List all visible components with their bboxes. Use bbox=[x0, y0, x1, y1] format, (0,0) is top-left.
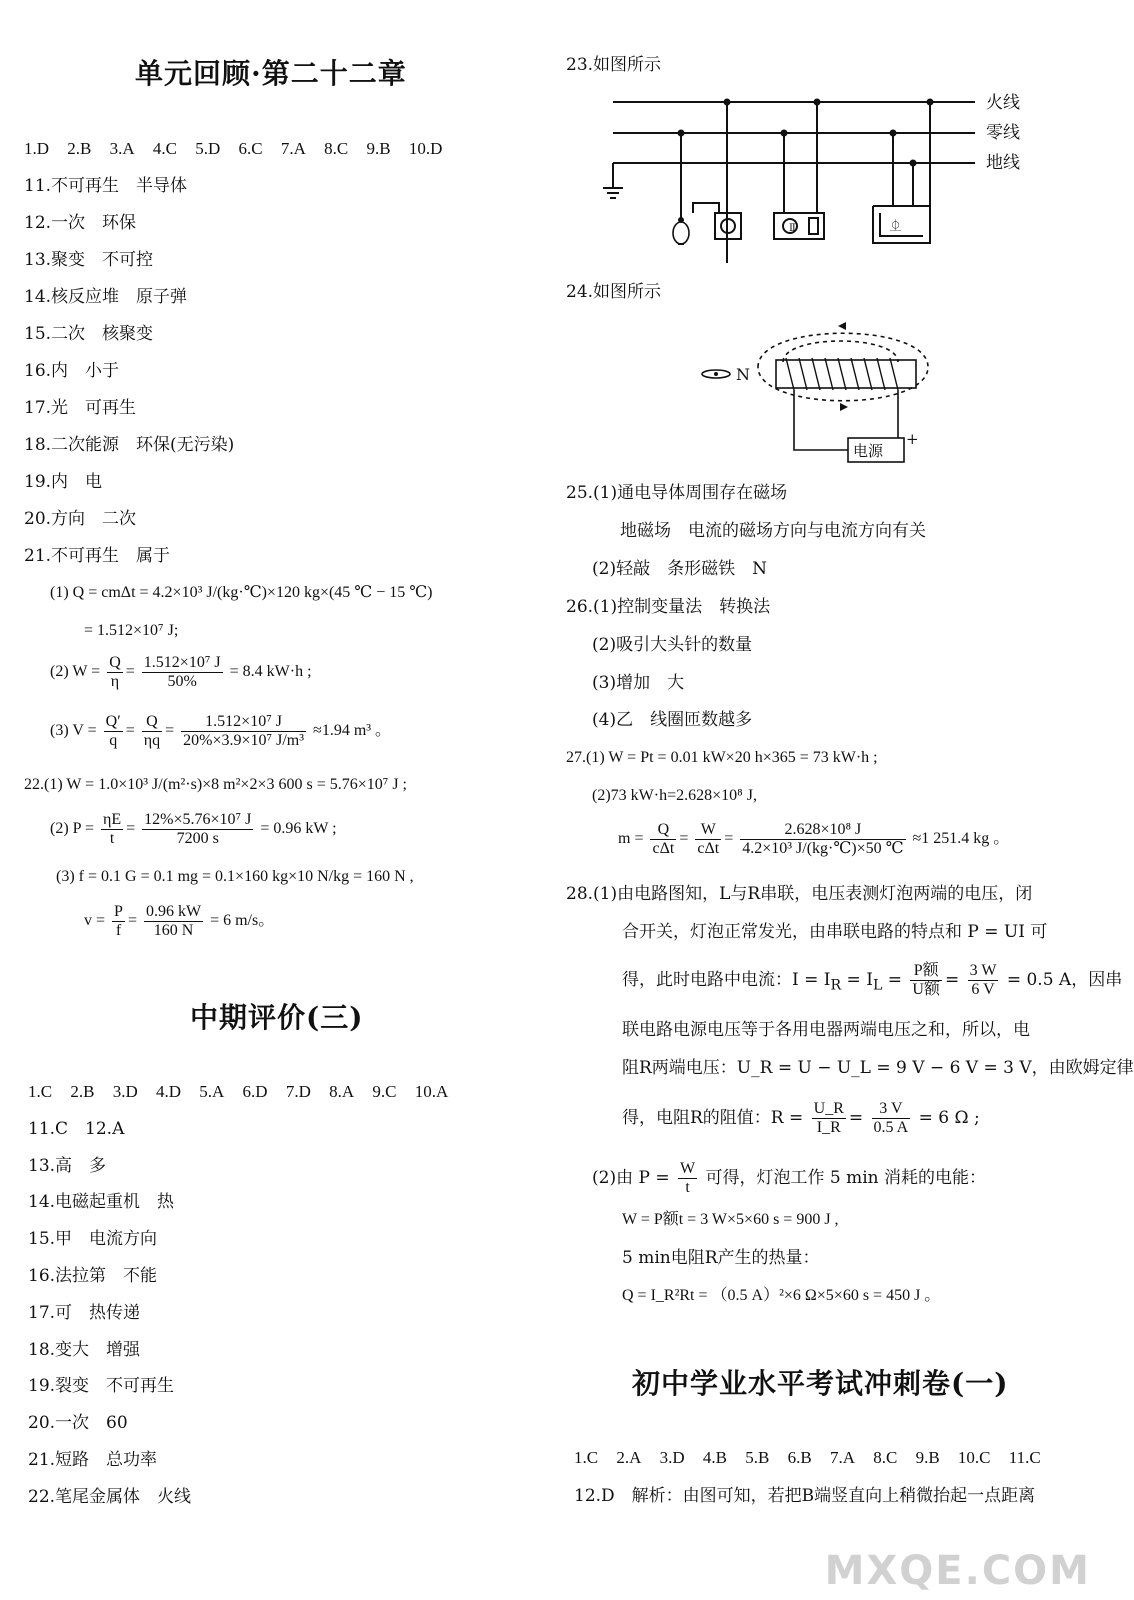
q28-line: 联电路电源电压等于各用电器两端电压之和，所以，电 bbox=[622, 1020, 1030, 1040]
q28-current-line: 得，此时电路中电流：$I = I_R = I_L$ = $\frac{\text{P额}}{\text{U额}}$ = $\frac{3 W}{6 V}$ = 0.5 A，因串 bbox=[622, 962, 1123, 998]
numerator: 3 W bbox=[969, 962, 997, 979]
denominator: I_R bbox=[816, 1119, 841, 1136]
numerator: U_R bbox=[813, 1100, 844, 1117]
denominator: 4.2×10³ J/(kg·℃)×50 ℃ bbox=[742, 840, 904, 857]
answer-line: 14.电磁起重机 热 bbox=[28, 1192, 175, 1212]
wire-label-ground: 地线 bbox=[986, 153, 1020, 173]
fraction bbox=[112, 903, 125, 940]
answer-item: 8.C bbox=[873, 1448, 898, 1467]
q28-line: 5 min电阻R产生的热量： bbox=[622, 1248, 820, 1268]
subscript: R bbox=[830, 977, 842, 994]
formula-text: = 0.96 kW ; bbox=[260, 820, 337, 838]
solenoid-pole-label: N bbox=[736, 365, 750, 384]
formula-text: (3) V = bbox=[50, 722, 97, 740]
denominator: 0.5 A bbox=[873, 1119, 909, 1136]
q21-part3: (3) V = $\frac{Q'}{q}$ = $\frac{Q}{\eta q}$ = $\frac{\text{1.512×10⁷ J}}{\text{20\%×3.9×10⁷ J/m³}}$ ≈1.94 m³ 。 bbox=[50, 713, 392, 749]
numerator: 1.512×10⁷ J bbox=[143, 654, 221, 671]
answer-item: 8.A bbox=[329, 1082, 355, 1101]
q21-part1-result: = 1.512×10⁷ J; bbox=[84, 622, 179, 639]
answer-line: 21.不可再生 属于 bbox=[24, 546, 171, 566]
fraction bbox=[142, 654, 223, 691]
answer-item: 8.C bbox=[324, 139, 349, 158]
q28-part2-line bbox=[592, 1160, 986, 1197]
magnetic-field-line bbox=[758, 333, 928, 401]
numerator: Q′ bbox=[105, 713, 121, 730]
denominator: cΔt bbox=[652, 840, 675, 857]
fraction bbox=[142, 811, 253, 848]
power-source-label: 电源 bbox=[853, 442, 884, 460]
formula-text: (2) P = bbox=[50, 820, 94, 838]
answer-item: 10.A bbox=[414, 1082, 449, 1101]
answer-line: 17.光 可再生 bbox=[24, 398, 137, 418]
formula-text: m = bbox=[618, 830, 644, 848]
denominator: 6 V bbox=[971, 981, 995, 998]
answer-item: 1.C bbox=[28, 1082, 53, 1101]
answer-item: 4.C bbox=[152, 139, 177, 158]
wire-label-live: 火线 bbox=[986, 93, 1020, 113]
answer-item: 3.D bbox=[659, 1448, 685, 1467]
q28-line: Q = I_R²Rt = （0.5 A）²×6 Ω×5×60 s = 450 J 。 bbox=[622, 1287, 941, 1304]
q25-line: (2)轻敲 条形磁铁 N bbox=[592, 559, 767, 579]
answer-line: 19.内 电 bbox=[24, 472, 103, 492]
q26-line: (2)吸引大头针的数量 bbox=[592, 635, 753, 655]
numerator: W bbox=[695, 821, 721, 840]
answer-line: 16.法拉第 不能 bbox=[28, 1266, 158, 1286]
denominator: f bbox=[115, 922, 122, 939]
answer-line: 21.短路 总功率 bbox=[28, 1450, 158, 1470]
formula-text: (2)由 P = bbox=[592, 1168, 670, 1188]
q28-line: 阻R两端电压：U_R = U − U_L = 9 V − 6 V = 3 V，由欧姆定律 bbox=[622, 1058, 1134, 1078]
answer-line: 16.内 小于 bbox=[24, 361, 120, 381]
answer-item: 2.A bbox=[616, 1448, 642, 1467]
answer-item: 1.C bbox=[574, 1448, 599, 1467]
q28-line: 28.(1)由电路图知，L与R串联，电压表测灯泡两端的电压，闭 bbox=[566, 884, 1033, 904]
fraction bbox=[101, 811, 123, 848]
answer-item: 5.A bbox=[199, 1082, 225, 1101]
power-plus-sign: + bbox=[906, 430, 919, 448]
answer-item: 2.B bbox=[70, 1082, 95, 1101]
q28-resistance-line: 得，电阻R的阻值：R = $\frac{U\_R}{I\_R}$ = $\frac{3 V}{0.5 A}$ = 6 Ω ; bbox=[622, 1100, 980, 1136]
section-title-sprint-exam: 初中学业水平考试冲刺卷(一) bbox=[632, 1367, 1009, 1400]
answer-line: 22.笔尾金属体 火线 bbox=[28, 1487, 192, 1507]
fraction bbox=[650, 821, 676, 858]
q25-line: 25.(1)通电导体周围存在磁场 bbox=[566, 483, 788, 503]
q27-part2: (2)73 kW·h=2.628×10⁸ J, bbox=[592, 787, 757, 804]
numerator: P额 bbox=[910, 962, 942, 981]
sprint-answers-1-11-row bbox=[574, 1447, 1041, 1469]
formula-text: 得，电阻R的阻值：R = bbox=[622, 1108, 804, 1128]
fraction bbox=[144, 903, 203, 940]
q26-line: (3)增加 大 bbox=[592, 673, 685, 693]
denominator: 160 N bbox=[153, 922, 194, 939]
fraction bbox=[104, 713, 123, 750]
denominator: ηq bbox=[143, 732, 161, 749]
answer-item: 1.D bbox=[24, 139, 50, 158]
formula-text: = 8.4 kW·h ; bbox=[229, 663, 312, 681]
answer-item: 4.B bbox=[702, 1448, 727, 1467]
section-title-chapter22: 单元回顾·第二十二章 bbox=[135, 57, 407, 90]
q23-label: 23.如图所示 bbox=[566, 55, 662, 75]
q21-part2: (2) W = $\frac{Q}{\eta}$ = $\frac{\text{1.512×10⁷ J}}{50\%}$ = 8.4 kW·h ; bbox=[50, 654, 312, 690]
mid-answers-1-10-row bbox=[28, 1081, 448, 1103]
answer-item: 3.D bbox=[112, 1082, 138, 1101]
site-watermark: MXQE.COM bbox=[824, 1548, 1091, 1594]
fraction bbox=[968, 962, 999, 999]
fraction bbox=[910, 962, 942, 999]
denominator: 20%×3.9×10⁷ J/m³ bbox=[183, 732, 305, 749]
formula-text: = I bbox=[841, 970, 873, 990]
numerator: 3 V bbox=[872, 1100, 911, 1119]
answer-line: 15.甲 电流方向 bbox=[28, 1229, 158, 1249]
denominator: 50% bbox=[167, 673, 197, 690]
answer-line: 20.方向 二次 bbox=[24, 509, 137, 529]
lamp-icon bbox=[673, 217, 689, 244]
answer-item: 5.D bbox=[195, 139, 221, 158]
subscript: L bbox=[872, 977, 883, 994]
answer-line: 20.一次 60 bbox=[28, 1413, 128, 1433]
q26-line: (4)乙 线圈匝数越多 bbox=[592, 710, 753, 730]
fraction bbox=[812, 1100, 846, 1137]
answers-1-10-row bbox=[24, 138, 442, 160]
numerator: ηE bbox=[102, 811, 122, 828]
answer-line: 17.可 热传递 bbox=[28, 1303, 141, 1323]
section-title-midterm: 中期评价(三) bbox=[190, 1001, 364, 1034]
answer-item: 7.A bbox=[829, 1448, 855, 1467]
formula-text: = 0.5 A，因串 bbox=[1006, 970, 1123, 990]
socket-holes: ⏂ bbox=[890, 219, 901, 232]
formula-text: 可得，灯泡工作 5 min 消耗的电能： bbox=[705, 1168, 987, 1188]
wire-label-neutral: 零线 bbox=[986, 123, 1020, 143]
q26-line: 26.(1)控制变量法 转换法 bbox=[566, 597, 771, 617]
numerator: W bbox=[679, 1160, 696, 1177]
formula-text: ≈1.94 m³ 。 bbox=[313, 722, 392, 740]
numerator: Q bbox=[650, 821, 676, 840]
denominator: q bbox=[109, 732, 118, 749]
fraction bbox=[740, 821, 905, 858]
numerator: 2.628×10⁸ J bbox=[740, 821, 905, 840]
answer-item: 7.A bbox=[280, 139, 306, 158]
answer-item: 2.B bbox=[67, 139, 92, 158]
q28-line: W = P额t = 3 W×5×60 s = 900 J , bbox=[622, 1211, 839, 1228]
sprint-q12-analysis: 12.D 解析：由图可知，若把B端竖直向上稍微抬起一点距离 bbox=[574, 1486, 1036, 1506]
formula-text: v = bbox=[84, 912, 106, 930]
fraction bbox=[142, 713, 162, 750]
answer-item: 6.B bbox=[787, 1448, 812, 1467]
q24-label: 24.如图所示 bbox=[566, 282, 662, 302]
solenoid-diagram bbox=[698, 312, 938, 472]
fraction bbox=[181, 713, 306, 750]
answer-line: 12.一次 环保 bbox=[24, 213, 137, 233]
numerator: 0.96 kW bbox=[145, 903, 202, 920]
q28-line: 合开关，灯泡正常发光，由串联电路的特点和 P = UI 可 bbox=[622, 922, 1048, 942]
fraction bbox=[695, 821, 721, 858]
q27-mass-formula: m = $\frac{Q}{\text{cΔt}}$ = $\frac{W}{\text{cΔt}}$ = $\frac{\text{2.628×10⁸ J}}{\text{4.2×10³ J/(kg·℃)×50 ℃}}$ ≈1 251.4 kg 。 bbox=[618, 821, 1010, 857]
coil-core bbox=[776, 360, 916, 388]
answer-line: 11.不可再生 半导体 bbox=[24, 176, 188, 196]
q21-part1-formula: (1) Q = cmΔt = 4.2×10³ J/(kg·℃)×120 kg×(45 ℃ − 15 ℃) bbox=[50, 584, 433, 601]
answer-item: 6.D bbox=[242, 1082, 268, 1101]
denominator: cΔt bbox=[697, 840, 720, 857]
answer-line: 11.C 12.A bbox=[28, 1119, 125, 1139]
formula-text: ≈1 251.4 kg 。 bbox=[912, 830, 1010, 848]
numerator: 12%×5.76×10⁷ J bbox=[144, 811, 252, 828]
answer-line: 13.高 多 bbox=[28, 1156, 107, 1176]
answer-line: 18.二次能源 环保(无污染) bbox=[24, 435, 235, 455]
answer-item: 5.B bbox=[745, 1448, 770, 1467]
answer-item: 7.D bbox=[285, 1082, 311, 1101]
answer-item: 10.D bbox=[408, 139, 443, 158]
numerator: P bbox=[114, 903, 123, 920]
answer-line: 19.裂变 不可再生 bbox=[28, 1376, 175, 1396]
formula-text: = 6 Ω ; bbox=[918, 1108, 980, 1128]
fraction bbox=[678, 1160, 697, 1197]
fraction bbox=[107, 654, 123, 691]
answer-item: 9.B bbox=[915, 1448, 940, 1467]
q22-part3: (3) f = 0.1 G = 0.1 mg = 0.1×160 kg×10 N/kg = 160 N , bbox=[56, 868, 414, 885]
q25-line: 地磁场 电流的磁场方向与电流方向有关 bbox=[620, 521, 926, 541]
fraction bbox=[872, 1100, 911, 1137]
numerator: Q bbox=[142, 713, 162, 732]
answer-item: 11.C bbox=[1008, 1448, 1041, 1467]
socket-holes: Ⅱ bbox=[789, 223, 796, 234]
answer-item: 6.C bbox=[238, 139, 263, 158]
answer-item: 9.B bbox=[366, 139, 391, 158]
answer-item: 10.C bbox=[957, 1448, 991, 1467]
answer-line: 14.核反应堆 原子弹 bbox=[24, 287, 188, 307]
household-circuit-diagram bbox=[603, 88, 1043, 268]
formula-text: = 6 m/s。 bbox=[210, 912, 275, 930]
answer-line: 18.变大 增强 bbox=[28, 1340, 141, 1360]
q22-part2: (2) P = $\frac{\eta E}{t}$ = $\frac{\text{12\%×5.76×10⁷ J}}{7200 s}$ = 0.96 kW ; bbox=[50, 811, 337, 847]
answer-line: 13.聚变 不可控 bbox=[24, 250, 154, 270]
numerator: Q bbox=[109, 654, 121, 671]
q22-part4: v = $\frac{P}{f}$ = $\frac{0.96 kW}{160 N}$ = 6 m/s。 bbox=[84, 903, 275, 939]
formula-text: = bbox=[882, 970, 902, 990]
formula-text: 得，此时电路中电流：I = I bbox=[622, 970, 831, 990]
denominator: U额 bbox=[912, 981, 940, 998]
denominator: η bbox=[110, 673, 120, 690]
q27-part1: 27.(1) W = Pt = 0.01 kW×20 h×365 = 73 kW·h ; bbox=[566, 749, 878, 766]
answer-item: 4.D bbox=[155, 1082, 181, 1101]
numerator: 1.512×10⁷ J bbox=[181, 713, 306, 732]
q22-part1: 22.(1) W = 1.0×10³ J/(m²·s)×8 m²×2×3 600 s = 5.76×10⁷ J ; bbox=[24, 776, 407, 793]
denominator: 7200 s bbox=[176, 830, 219, 847]
formula-text: (2) W = bbox=[50, 663, 101, 681]
denominator: t bbox=[685, 1179, 690, 1196]
answer-item: 9.C bbox=[372, 1082, 397, 1101]
answer-item: 3.A bbox=[109, 139, 135, 158]
denominator: t bbox=[109, 830, 115, 847]
answer-line: 15.二次 核聚变 bbox=[24, 324, 154, 344]
